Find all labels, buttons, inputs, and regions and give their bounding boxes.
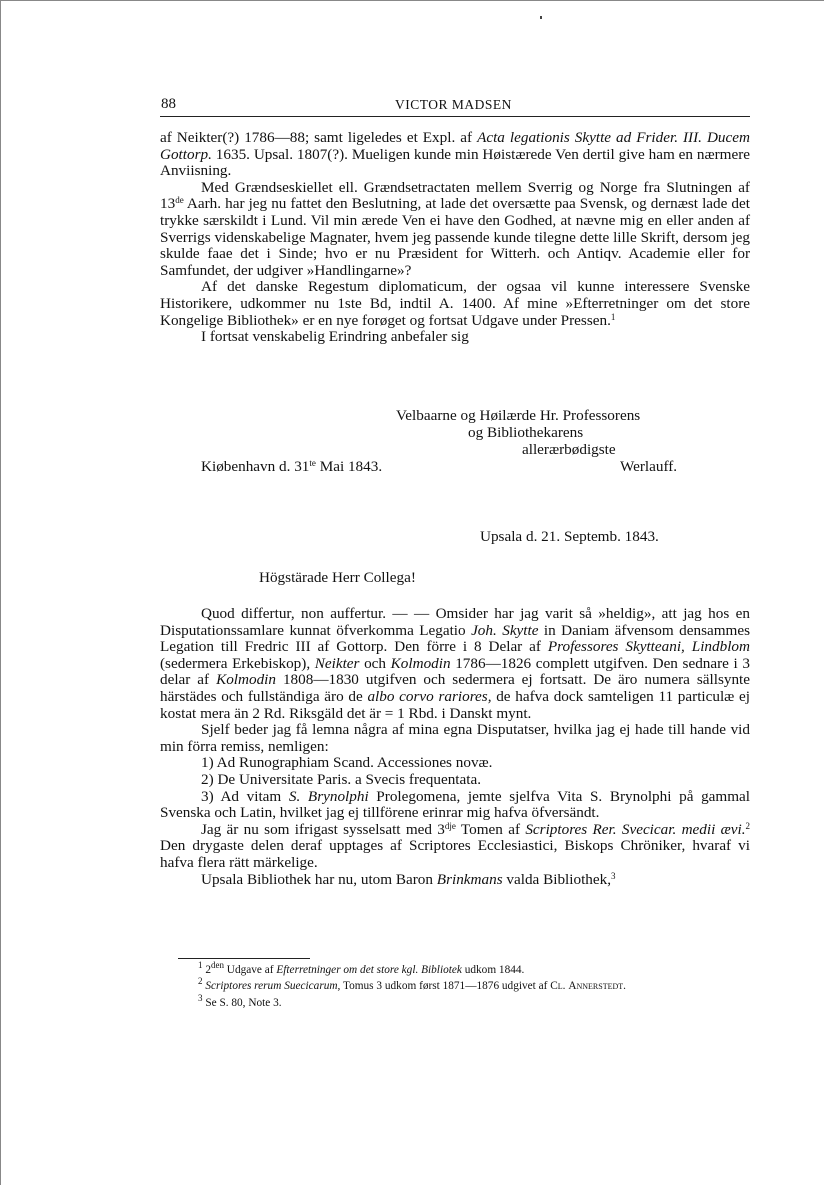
paragraph-7: Jag är nu som ifrigast sysselsatt med $3^{dje}$ Tomen af Scriptores Rer. Svecicar. medii ævi.$^2$ Den drygaste delen deraf upptages af Scriptores Ecclesiastici, Biskops Chröniker, hvaraf vi hafva flera rätt märkelige. — [160, 820, 751, 871]
paragraph-2: Med Grændseskiellet ell. Grændsetractaten mellem Sverrig og Norge fra Slutningen af 13de Aarh. har jeg nu fattet den Beslutning, at lade det oversætte paa Svensk, og dernæst lade det trykke særskildt i Lund. Vil min ærede Ven ei have den Godhed, at nævne mig en eller anden af Sverrigs videnskabelige Magnater, hvem jeg passende kunde tilegne dette lille Skrift, dersom jeg skulde faae det i Sinde; hvo er nu Præsident for Witterh. och Antiqv. Academie eller for Samfundet, der udgiver »Handlingarne»? — [160, 178, 750, 279]
closing-line-2: og Bibliothekarens — [468, 424, 584, 441]
footnote-ref-3: 3 — [611, 870, 616, 881]
letter-annerstedt — [160, 606, 750, 888]
salutation: Högstärade Herr Collega! — [259, 569, 416, 586]
signature: Werlauff. — [620, 458, 678, 475]
paragraph-8: Upsala Bibliothek har nu, utom Baron Brinkmans valda Bibliothek,$^3$ — [201, 870, 616, 888]
letter-werlauff — [160, 130, 750, 346]
letter2-date: Upsala d. 21. Septemb. 1843. — [480, 528, 659, 545]
page-edge-top — [0, 0, 824, 1]
running-header — [160, 96, 750, 116]
footnote-ref-1: 1 — [610, 311, 616, 322]
page-edge-left — [0, 0, 1, 1185]
footnote-1: $^1$ $2^{den}$ Udgave af Efterretninger om det store kgl. Bibliotek udkom 1844. — [198, 960, 525, 976]
paragraph-1: af Neikter(?) 1786—88; samt ligeledes et Expl. af Acta legationis Skytte ad Frider. III. Ducem Gottorp. 1635. Upsal. 1807(?). Mueligen kunde min Høistærede Ven dertil give ham en nærmere Anviisning. — [160, 129, 750, 180]
place-date: Kiøbenhavn d. $31^{te}$ Mai 1843. — [201, 458, 383, 475]
running-title: VICTOR MADSEN — [395, 97, 512, 112]
closing-line-3: allerærbødigste — [522, 441, 616, 458]
paragraph-5: Quod differtur, non auffertur. — — Omsider har jag varit så »heldig», att jag hos en Disputationssamlare kunnat öfverkomma Legatio Joh. Skytte in Daniam äfvensom densammes Legation till Fredric III af Gottorp. Den förre i 8 Delar af Professores Skytteani, Lindblom (sedermera Erkebiskop), Neikter och Kolmodin 1786—1826 complett utgifven. Den sednare i 3 delar af Kolmodin 1808—1830 utgifven och sedermera ej fortsatt. De äro numera sällsynte härstädes och fullständiga äro de albo corvo rariores, de hafva dock samteligen 11 particulæ ej kostat mera än 2 Rd. Riksgäld det är = 1 Rbd. i Danskt mynt. — [160, 605, 751, 722]
list-item-1: 1) Ad Runographiam Scand. Accessiones novæ. — [201, 754, 493, 772]
footnotes — [160, 962, 750, 1011]
footnote-3: $^3$ Se S. 80, Note 3. — [198, 992, 282, 1009]
footnote-2: $^2$ Scriptores rerum Suecicarum, Tomus 3 udkom først 1871—1876 udgivet af Cl. Annerstedt. — [198, 976, 626, 993]
paragraph-3: Af det danske Regestum diplomaticum, der ogsaa vil kunne interessere Svenske Historikere, udkommer nu 1ste Bd, indtil A. 1400. Af mine »Efterretninger om det store Kongelige Bibliothek» er en nye forøget og fortsat Udgave under Pressen.$^1$ — [160, 278, 750, 329]
scan-speck — [540, 16, 542, 19]
page-number: 88 — [161, 96, 176, 112]
header-rule — [160, 116, 750, 117]
footnote-rule — [178, 958, 310, 959]
footnote-ref-2: 2 — [745, 820, 751, 831]
list-item-2: 2) De Universitate Paris. a Svecis frequentata. — [201, 770, 482, 788]
closing-line-1: Velbaarne og Høilærde Hr. Professorens — [396, 407, 641, 424]
paragraph-6: Sjelf beder jag få lemna några af mina egna Disputatser, hvilka jag ej hade till hande vid min förra remiss, nemligen: — [160, 721, 750, 755]
paragraph-4: I fortsat venskabelig Erindring anbefaler sig — [201, 328, 469, 346]
list-item-3: 3) Ad vitam S. Brynolphi Prolegomena, jemte sjelfva Vita S. Brynolphi på gammal Svenska och Latin, hvilket jag ej tillförene erinrar mig hafva öfversändt. — [160, 787, 750, 822]
